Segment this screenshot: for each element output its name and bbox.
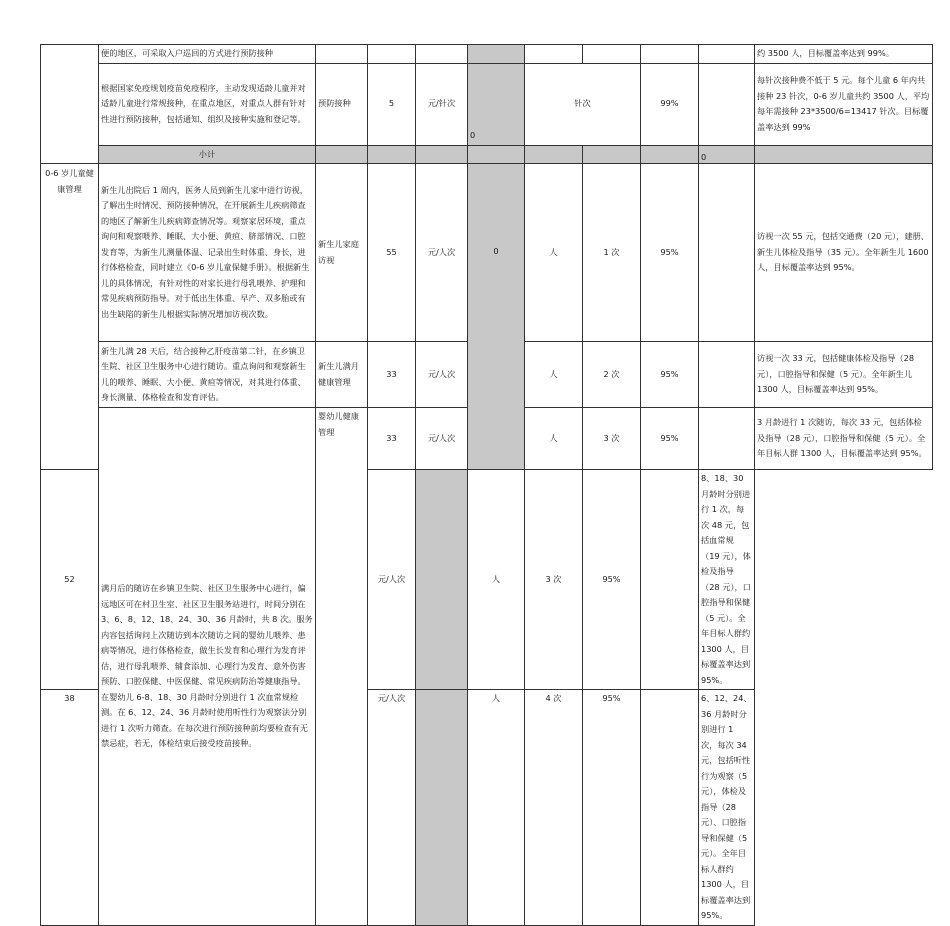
shaded-cell xyxy=(583,145,641,164)
service-name-cell xyxy=(316,45,368,64)
blank-cell xyxy=(641,470,699,690)
service-description: 根据国家免疫规划疫苗免疫程序，主动发现适龄儿童并对适龄儿童进行常规接种，在重点地区，对重点人群有针对性进行预防接种，包括通知、组织及接种实施和登记等。 xyxy=(99,63,316,145)
cost-note: 访视一次 55 元，包括交通费（20 元），建册、新生儿体检及指导（35 元）。全年新生儿 1600 人，目标覆盖率达到 95%。 xyxy=(755,164,933,342)
freq-value: 3 次 xyxy=(525,470,583,690)
cost-note: 约 3500 人，目标覆盖率达到 99%。 xyxy=(755,45,933,64)
shaded-cell xyxy=(699,145,755,164)
freq-cell xyxy=(583,45,641,64)
rate-value: 95% xyxy=(641,164,699,342)
cost-note: 8、18、30 月龄时分别进行 1 次，每次 48 元，包括血常规（19 元），体检及指导（28 元），口腔指导和保健（5 元）。全年目标人群约 1300 人，目标覆盖率达到 95%。 xyxy=(699,470,755,690)
service-name: 新生儿满月健康管理 xyxy=(316,342,368,408)
shaded-cell xyxy=(368,145,416,164)
shaded-value: 0 xyxy=(470,130,476,140)
price-value: 5 xyxy=(368,63,416,145)
price-value: 55 xyxy=(368,164,416,342)
blank-cell xyxy=(699,164,755,342)
cost-note: 每针次接种费不低于 5 元。每个儿童 6 年内共接种 23 针次，0-6 岁儿童共约 3500 人，平均每年需接种 23*3500/6=13417 针次。目标覆盖率达到 99% xyxy=(755,63,933,145)
blank-cell xyxy=(699,408,755,470)
rate-value: 95% xyxy=(641,342,699,408)
price-cell xyxy=(368,45,416,64)
shaded-cell xyxy=(468,45,525,64)
rate-value: 99% xyxy=(641,63,699,145)
unit-value: 元/针次 xyxy=(416,63,468,145)
cost-note: 6、12、24、36 月龄时分别进行 1 次，每次 34 元，包括听性行为观察（5 元），体检及指导（28 元）、口腔指导和保健（5 元）。全年目标人群约 1300 人，目标覆盖率达到 95%。 xyxy=(699,690,755,926)
freq-value: 3 次 xyxy=(583,408,641,470)
service-description: 新生儿出院后 1 周内，医务人员到新生儿家中进行访视，了解出生时情况、预防接种情况，在开展新生儿疾病筛查的地区了解新生儿疾病筛查情况等。观察家居环境，重点询问和观察喂养、睡眠、大小便、黄疸、脐部情况、口腔发育等，为新生儿测量体温、记录出生时体重、身长，进行体格检查，同时建立《0-6 岁儿童保健手册》。根据新生儿的具体情况，有针对性的对家长进行母乳喂养、护理和常见疾病预防指导。对于低出生体重、早产、双多胎或有出生缺陷的新生儿根据实际情况增加访视次数。 xyxy=(99,164,316,342)
subtotal-label: 小计 xyxy=(99,145,316,164)
measure-value: 人 xyxy=(525,342,583,408)
shaded-cell xyxy=(416,145,468,164)
price-value: 38 xyxy=(41,690,99,926)
table-row xyxy=(41,45,933,64)
freq-value: 2 次 xyxy=(583,342,641,408)
unit-value: 元/人次 xyxy=(368,690,416,926)
shaded-cell xyxy=(468,63,525,145)
cost-note: 访视一次 33 元，包括健康体检及指导（28 元），口腔指导和保健（5 元）。全年新生儿 1300 人，目标覆盖率达到 95%。 xyxy=(755,342,933,408)
shaded-cell xyxy=(468,145,525,164)
blank-cell xyxy=(641,690,699,926)
freq-value: 4 次 xyxy=(525,690,583,926)
shaded-cell xyxy=(525,145,583,164)
service-description: 满月后的随访在乡镇卫生院、社区卫生服务中心进行，偏远地区可在村卫生室、社区卫生服务站进行，时间分别在 3、6、8、12、18、24、30、36 月龄时，共 8 次。服务内容包括询问上次随访到本次随访之间的婴幼儿喂养、患病等情况，进行体格检查，做生长发育和心理行为发育评估，进行母乳喂养、辅食添加、心理行为发育、意外伤害预防、口腔保健、中医保健、常见疾病防治等健康指导。在婴幼儿 6-8、18、30 月龄时分别进行 1 次血常规检测。在 6、12、24、36 月龄时使用听性行为观察法分别进行 1 次听力筛查。在每次进行预防接种前均要检查有无禁忌症，若无，体检结束后接受疫苗接种。 xyxy=(99,408,316,926)
shaded-cell xyxy=(416,690,468,926)
unit-value: 元/人次 xyxy=(416,408,468,470)
cost-note: 3 月龄进行 1 次随访，每次 33 元，包括体检及指导（28 元），口腔指导和保健（5 元）。全年目标人群 1300 人，目标覆盖率达到 95%。 xyxy=(755,408,933,470)
measure-value: 人 xyxy=(468,690,525,926)
rate-value: 95% xyxy=(583,690,641,926)
measure-value: 人 xyxy=(468,470,525,690)
shaded-cell xyxy=(641,145,699,164)
measure-cell xyxy=(525,45,583,64)
service-description: 便的地区，可采取入户巡回的方式进行预防接种 xyxy=(99,45,316,64)
rate-value: 95% xyxy=(583,470,641,690)
subtotal-value: 0 xyxy=(701,152,707,162)
price-value: 33 xyxy=(368,408,416,470)
measure-value: 针次 xyxy=(525,63,641,145)
rate-value: 95% xyxy=(641,408,699,470)
unit-value: 元/人次 xyxy=(368,470,416,690)
shaded-cell xyxy=(416,470,468,690)
blank-cell xyxy=(699,342,755,408)
service-description: 新生儿满 28 天后，结合接种乙肝疫苗第二针，在乡镇卫生院、社区卫生服务中心进行随访。重点询问和观察新生儿的喂养、睡眠、大小便、黄疸等情况，对其进行体重、身长测量、体格检查和发育评估。 xyxy=(99,342,316,408)
category-label: 0-6 岁儿童健康管理 xyxy=(41,164,99,470)
unit-cell xyxy=(416,45,468,64)
blank-cell xyxy=(699,63,755,145)
measure-value: 人 xyxy=(525,164,583,342)
unit-value: 元/人次 xyxy=(416,342,468,408)
price-value: 52 xyxy=(41,470,99,690)
service-name: 预防接种 xyxy=(316,63,368,145)
subtotal-row xyxy=(41,145,933,164)
service-cost-table xyxy=(40,44,933,926)
freq-value: 1 次 xyxy=(583,164,641,342)
table-row xyxy=(41,63,933,145)
shaded-cell xyxy=(316,145,368,164)
service-name: 新生儿家庭访视 xyxy=(316,164,368,342)
rate-cell xyxy=(641,45,699,64)
price-value: 33 xyxy=(368,342,416,408)
shaded-cell xyxy=(755,145,933,164)
category-cell-empty xyxy=(41,45,99,164)
measure-value: 人 xyxy=(525,408,583,470)
unit-value: 元/人次 xyxy=(416,164,468,342)
blank-cell xyxy=(699,45,755,64)
service-name: 婴幼儿健康管理 xyxy=(316,408,368,926)
shaded-value: 0 xyxy=(468,164,525,470)
table-row xyxy=(41,164,933,342)
